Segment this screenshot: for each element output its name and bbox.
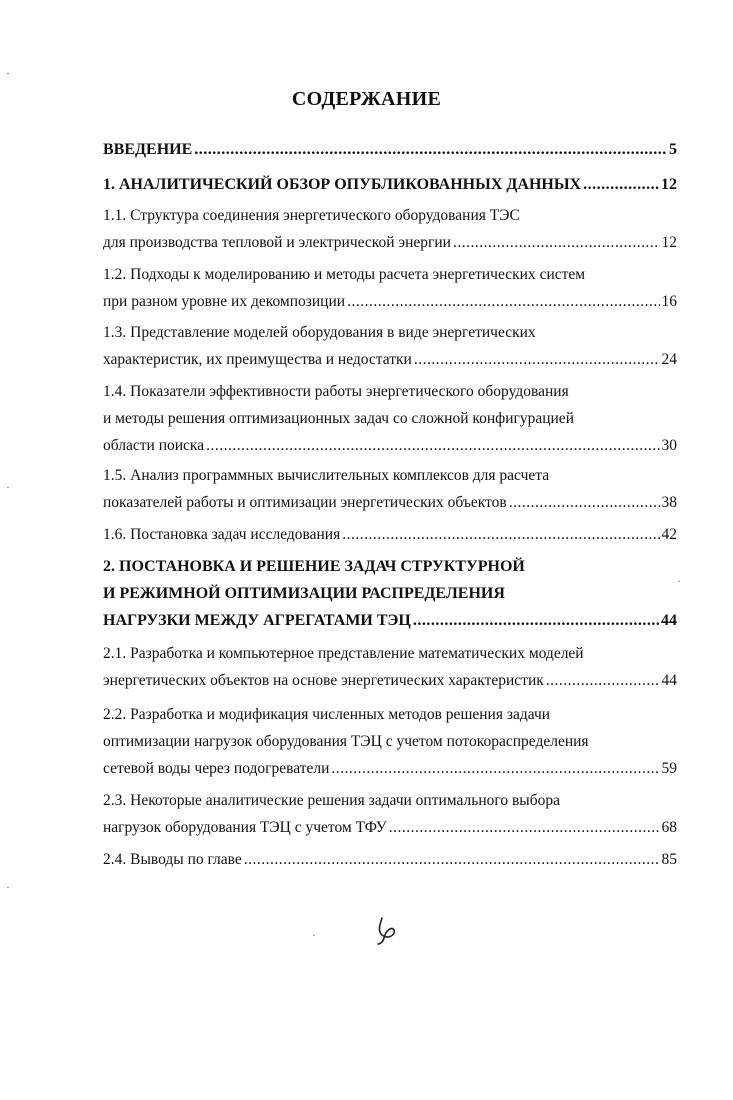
- toc-entry-1-2: [103, 261, 677, 315]
- scan-speck: ·: [6, 66, 10, 80]
- scan-speck: ·: [312, 928, 316, 942]
- toc-entry-chapter-1: [103, 171, 677, 198]
- toc-line: [103, 667, 677, 694]
- leader-dots: [546, 667, 660, 694]
- toc-text: характеристик, их преимущества и недостатки: [103, 351, 412, 368]
- toc-line: [103, 171, 677, 198]
- leader-dots: [194, 136, 667, 163]
- toc-text: для производства тепловой и электрической энергии: [103, 234, 451, 251]
- scan-speck: ·: [677, 574, 681, 588]
- toc-entry-2-1: [103, 640, 677, 694]
- toc-text: 1.5. Анализ программных вычислительных комплексов для расчета: [103, 467, 550, 484]
- toc-line: [103, 346, 677, 373]
- toc-text: энергетических объектов на основе энергетических характеристик: [103, 672, 544, 689]
- toc-line: [103, 432, 677, 459]
- toc-entry-1-6: [103, 521, 677, 548]
- toc-entry-introduction: [103, 136, 677, 163]
- leader-dots: [509, 489, 660, 516]
- page-number: 16: [661, 293, 677, 310]
- toc-text: 1.4. Показатели эффективности работы энергетического оборудования: [103, 383, 569, 400]
- toc-text: области поиска: [103, 437, 205, 454]
- page-number: 30: [661, 437, 677, 454]
- leader-dots: [414, 346, 660, 373]
- page-number: 24: [661, 351, 677, 368]
- page-number: 12: [661, 234, 677, 251]
- toc-text: оптимизации нагрузок оборудования ТЭЦ с учетом потокораспределения: [103, 733, 589, 750]
- page-number: 38: [661, 494, 677, 511]
- scan-speck: ·: [6, 880, 10, 894]
- leader-dots: [244, 846, 660, 873]
- toc-line: [103, 521, 677, 548]
- toc-entry-1-3: [103, 319, 677, 373]
- leader-dots: [389, 814, 660, 841]
- toc-text: и методы решения оптимизационных задач со сложной конфигурацией: [103, 410, 574, 427]
- toc-text: 1.2. Подходы к моделированию и методы расчета энергетических систем: [103, 266, 586, 283]
- toc-text: 1.3. Представление моделей оборудования в виде энергетических: [103, 324, 536, 341]
- toc-entry-chapter-2: [103, 553, 677, 634]
- page-number: 5: [669, 141, 677, 158]
- toc-line: [103, 489, 677, 516]
- leader-dots: [347, 288, 659, 315]
- scan-speck: ·: [6, 480, 10, 494]
- toc-text: И РЕЖИМНОЙ ОПТИМИЗАЦИИ РАСПРЕДЕЛЕНИЯ: [103, 585, 505, 602]
- toc-text: 1. АНАЛИТИЧЕСКИЙ ОБЗОР ОПУБЛИКОВАННЫХ ДАННЫХ: [103, 176, 582, 193]
- toc-text: сетевой воды через подогреватели: [103, 760, 330, 777]
- toc-text: 2.2. Разработка и модификация численных методов решения задачи: [103, 706, 551, 723]
- page-number: 85: [661, 851, 677, 868]
- leader-dots: [453, 229, 660, 256]
- toc-text: 1.6. Постановка задач исследования: [103, 526, 341, 543]
- page-number: 68: [661, 819, 677, 836]
- toc-entry-2-3: [103, 787, 677, 841]
- toc-text: показателей работы и оптимизации энергетических объектов: [103, 494, 507, 511]
- page-number: 44: [661, 612, 677, 629]
- leader-dots: [583, 171, 659, 198]
- toc-text: при разном уровне их декомпозиции: [103, 293, 346, 310]
- toc-text: 2.4. Выводы по главе: [103, 851, 242, 868]
- toc-text: 2.3. Некоторые аналитические решения задачи оптимального выбора: [103, 792, 560, 809]
- toc-entry-1-1: [103, 202, 677, 256]
- toc-line: [103, 846, 677, 873]
- toc-entry-2-4: [103, 846, 677, 873]
- handwritten-mark-icon: [372, 914, 404, 950]
- toc-text: НАГРУЗКИ МЕЖДУ АГРЕГАТАМИ ТЭЦ: [103, 612, 411, 629]
- toc-text: 1.1. Структура соединения энергетического оборудования ТЭС: [103, 207, 520, 224]
- toc-entry-2-2: [103, 701, 677, 782]
- leader-dots: [206, 432, 659, 459]
- toc-text: 2. ПОСТАНОВКА И РЕШЕНИЕ ЗАДАЧ СТРУКТУРНОЙ: [103, 558, 525, 575]
- toc-line: [103, 229, 677, 256]
- page-title: СОДЕРЖАНИЕ: [291, 88, 442, 110]
- toc-text: 2.1. Разработка и компьютерное представление математических моделей: [103, 645, 584, 662]
- leader-dots: [413, 607, 659, 634]
- toc-line: [103, 755, 677, 782]
- toc-line: [103, 288, 677, 315]
- leader-dots: [342, 521, 659, 548]
- page-number: 59: [661, 760, 677, 777]
- page-number: 12: [661, 176, 677, 193]
- toc-entry-1-5: [103, 462, 677, 516]
- toc-line: [103, 814, 677, 841]
- toc-entry-1-4: [103, 378, 677, 459]
- leader-dots: [331, 755, 659, 782]
- toc-text: нагрузок оборудования ТЭЦ с учетом ТФУ: [103, 819, 387, 836]
- page-number: 42: [661, 526, 677, 543]
- toc-line: [103, 607, 677, 634]
- toc-text: ВВЕДЕНИЕ: [103, 141, 193, 158]
- toc-line: [103, 136, 677, 163]
- page-number: 44: [661, 672, 677, 689]
